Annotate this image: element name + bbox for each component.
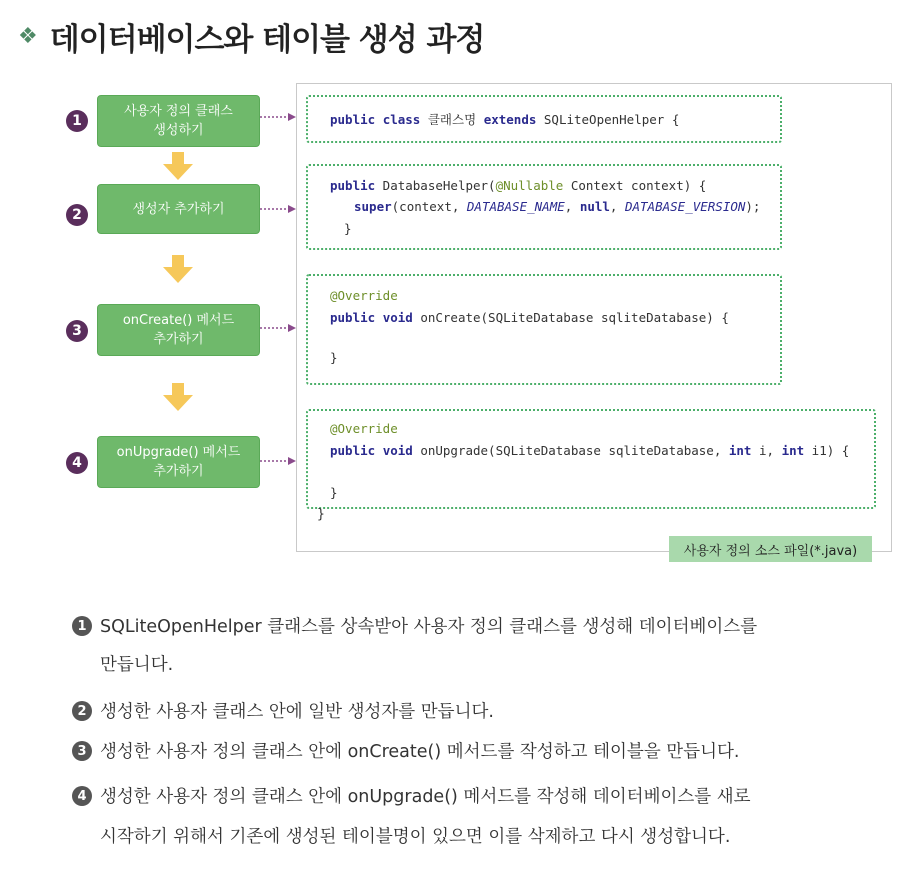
step-3-line1: onCreate() 메서드 bbox=[122, 313, 235, 328]
code-line: } bbox=[330, 350, 338, 365]
code-line: super(context, DATABASE_NAME, null, DATABASE_VERSION); bbox=[354, 199, 761, 214]
dotted-arrow-icon bbox=[260, 456, 296, 466]
code-line: } bbox=[344, 221, 352, 236]
step-box-4 bbox=[97, 436, 260, 488]
step-3-line2: 추가하기 bbox=[153, 332, 204, 347]
step-number-3: 3 bbox=[66, 320, 88, 342]
desc-number-1: 1 bbox=[72, 616, 92, 636]
desc-number-4: 4 bbox=[72, 786, 92, 806]
desc-1-line1: SQLiteOpenHelper 클래스를 상속받아 사용자 정의 클래스를 생성해 데이터베이스를 bbox=[100, 617, 758, 637]
code-line: public void onUpgrade(SQLiteDatabase sqliteDatabase, int i, int i1) { bbox=[330, 443, 850, 458]
desc-2-line1: 생성한 사용자 클래스 안에 일반 생성자를 만듭니다. bbox=[100, 702, 494, 722]
code-line: @Override bbox=[330, 421, 398, 436]
down-arrow-icon bbox=[163, 383, 193, 411]
step-box-1 bbox=[97, 95, 260, 147]
code-block-onupgrade bbox=[306, 409, 876, 509]
desc-number-3: 3 bbox=[72, 741, 92, 761]
outer-closing-brace: } bbox=[317, 507, 325, 522]
code-line: public class 클래스명 extends SQLiteOpenHelper { bbox=[330, 112, 680, 127]
code-block-constructor bbox=[306, 164, 782, 250]
code-block-oncreate bbox=[306, 274, 782, 385]
desc-4-line1: 생성한 사용자 정의 클래스 안에 onUpgrade() 메서드를 작성해 데이터베이스를 새로 bbox=[100, 787, 751, 807]
desc-number-2: 2 bbox=[72, 701, 92, 721]
dotted-arrow-icon bbox=[260, 112, 296, 122]
down-arrow-icon bbox=[163, 255, 193, 283]
desc-4-line2: 시작하기 위해서 기존에 생성된 테이블명이 있으면 이를 삭제하고 다시 생성합니다. bbox=[100, 827, 731, 847]
step-4-line1: onUpgrade() 메서드 bbox=[116, 445, 241, 460]
step-1-line1: 사용자 정의 클래스 bbox=[124, 104, 233, 119]
page-title-row bbox=[18, 14, 484, 58]
step-number-1: 1 bbox=[66, 110, 88, 132]
step-1-line2: 생성하기 bbox=[153, 123, 204, 138]
step-2-line1: 생성자 추가하기 bbox=[132, 201, 225, 217]
step-box-2 bbox=[97, 184, 260, 234]
code-line: public DatabaseHelper(@Nullable Context context) { bbox=[330, 178, 707, 193]
dotted-arrow-icon bbox=[260, 323, 296, 333]
dotted-arrow-icon bbox=[260, 204, 296, 214]
code-line: @Override bbox=[330, 288, 398, 303]
step-box-3 bbox=[97, 304, 260, 356]
desc-3-line1: 생성한 사용자 정의 클래스 안에 onCreate() 메서드를 작성하고 테이블을 만듭니다. bbox=[100, 742, 740, 762]
source-file-label: 사용자 정의 소스 파일(*.java) bbox=[669, 536, 872, 562]
down-arrow-icon bbox=[163, 152, 193, 180]
code-line: public void onCreate(SQLiteDatabase sqliteDatabase) { bbox=[330, 310, 729, 325]
page-title: 데이터베이스와 테이블 생성 과정 bbox=[49, 21, 485, 58]
code-line: } bbox=[330, 485, 338, 500]
step-number-2: 2 bbox=[66, 204, 88, 226]
diamond-bullet-icon: ❖ bbox=[18, 23, 38, 49]
code-block-class bbox=[306, 95, 782, 143]
step-number-4: 4 bbox=[66, 452, 88, 474]
desc-1-line2: 만듭니다. bbox=[100, 655, 174, 675]
step-4-line2: 추가하기 bbox=[153, 464, 204, 479]
